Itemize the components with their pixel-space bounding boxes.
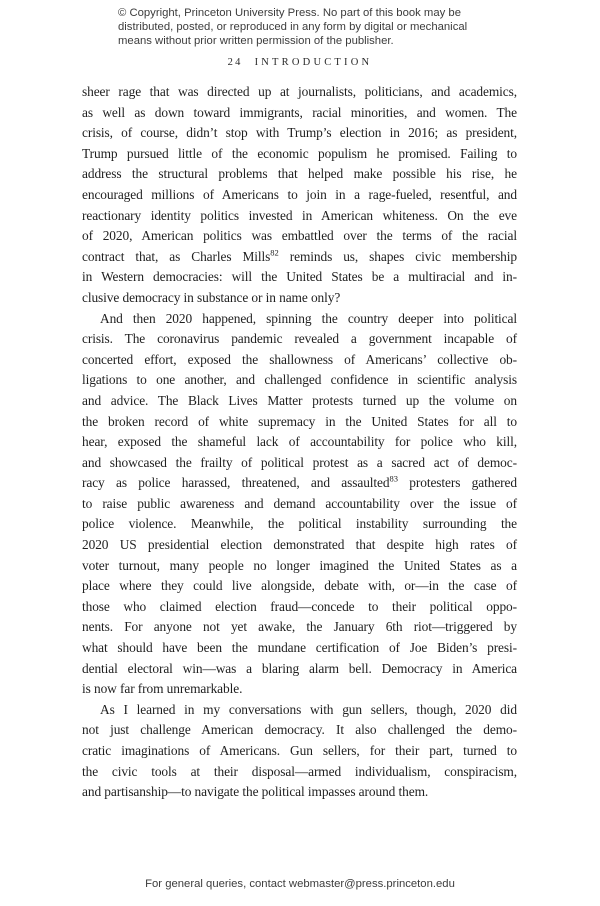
text-line: as well as down toward immigrants, racial minorities, and women. The xyxy=(82,104,517,120)
text-line: crisis, of course, didn’t stop with Trump’s election in 2016; as president, xyxy=(82,125,517,141)
text-line: the broken record of white supremacy in the United States for all to xyxy=(82,413,517,429)
text-line: racy as police harassed, threatened, and assaulted$^{83}$ protesters gathered xyxy=(82,473,517,491)
paragraph xyxy=(82,700,517,803)
text-line: to raise public awareness and demand accountability over the issue of xyxy=(82,495,517,511)
text-line: address the structural problems that helped make possible his rise, he xyxy=(82,166,517,182)
text-line: cratic imaginations of Americans. Gun sellers, for their part, turned to xyxy=(82,743,517,758)
text-line: and advice. The Black Lives Matter protests turned up the volume on xyxy=(82,392,517,408)
text-line: of 2020, American politics was embattled over the terms of the racial xyxy=(82,228,517,244)
section-title: INTRODUCTION xyxy=(254,57,373,68)
text-line: hear, exposed the shameful lack of accountability for police who kill, xyxy=(82,434,517,450)
text-line: Trump pursued little of the economic populism he promised. Failing to xyxy=(82,145,517,161)
text-line: 2020 US presidential election demonstrated that despite high rates of xyxy=(82,537,517,553)
text-line: and partisanship—to navigate the political impasses around them. xyxy=(82,784,429,800)
text-line: reactionary identity politics invested in American whiteness. On the eve xyxy=(82,207,517,223)
text-line: concerted effort, exposed the shallowness of Americans’ collective ob- xyxy=(82,351,517,367)
body-text xyxy=(82,82,517,803)
footnote-ref: 83 xyxy=(389,473,398,484)
text-line: clusive democracy in substance or in name only? xyxy=(82,289,341,305)
text-line: nents. For anyone not yet awake, the January 6th riot—triggered by xyxy=(82,619,517,635)
page-number: 24 xyxy=(227,57,243,68)
text-line: and showcased the frailty of political protest as a sacred act of democ- xyxy=(82,454,517,470)
text-line: police violence. Meanwhile, the political instability surrounding the xyxy=(82,516,517,532)
running-header xyxy=(0,57,600,68)
text-line: what should have been the mundane certification of Joe Biden’s presi- xyxy=(82,640,517,656)
text-line: crisis. The coronavirus pandemic revealed a government incapable of xyxy=(82,331,517,347)
text-line: As I learned in my conversations with gun sellers, though, 2020 did xyxy=(100,701,517,717)
text-line: the civic tools at their disposal—armed individualism, conspiracism, xyxy=(82,763,517,779)
text-line: place where they could live alongside, debate with, or—in the case of xyxy=(82,578,517,594)
text-line: sheer rage that was directed up at journalists, politicians, and academics, xyxy=(82,84,517,99)
text-line: dential electoral win—was a blaring alarm bell. Democracy in America xyxy=(82,660,517,676)
text-line: not just challenge American democracy. It also challenged the demo- xyxy=(82,722,517,738)
copyright-line: © Copyright, Princeton University Press. No part of this book may be xyxy=(118,7,461,19)
copyright-line: distributed, posted, or reproduced in any form by digital or mechanical xyxy=(118,21,468,34)
copyright-line: means without prior written permission of the publisher. xyxy=(118,35,394,48)
text-line: in Western democracies: will the United States be a multiracial and in- xyxy=(82,269,517,285)
paragraph xyxy=(82,309,517,700)
footnote-ref: 82 xyxy=(270,247,279,258)
footer-query-notice: For general queries, contact webmaster@press.princeton.edu xyxy=(145,878,455,890)
text-line: ligations to one another, and challenged confidence in scientific analysis xyxy=(82,372,517,388)
paragraph xyxy=(82,82,517,309)
text-line: contract that, as Charles Mills$^{82}$ reminds us, shapes civic membership xyxy=(82,247,517,264)
text-line: voter turnout, many people no longer imagined the United States as a xyxy=(82,557,517,573)
text-line: is now far from unremarkable. xyxy=(82,681,243,697)
text-line: And then 2020 happened, spinning the country deeper into political xyxy=(100,310,517,326)
text-line: encouraged millions of Americans to join in a rage-fueled, resentful, and xyxy=(82,186,517,202)
text-line: those who claimed election fraud—concede to their political oppo- xyxy=(82,598,517,614)
copyright-notice xyxy=(118,6,467,49)
